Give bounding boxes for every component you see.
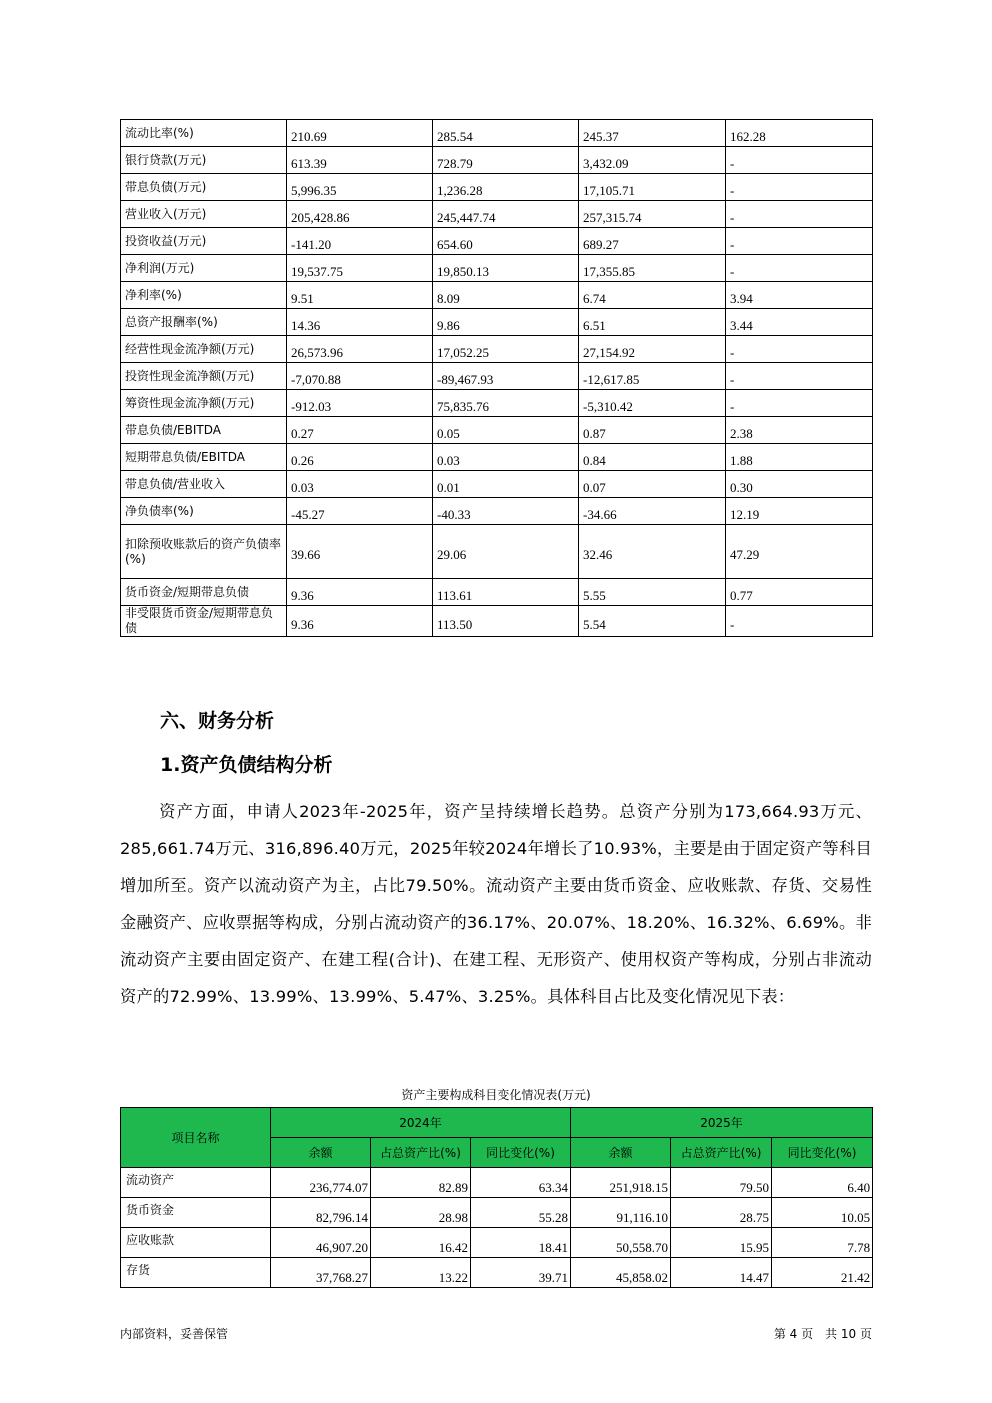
metric-value: -5,310.42 bbox=[579, 390, 726, 417]
metric-value: 5,996.35 bbox=[287, 174, 433, 201]
metric-label: 投资收益(万元) bbox=[121, 228, 287, 255]
metric-value: 75,835.76 bbox=[433, 390, 579, 417]
metric-value: - bbox=[726, 255, 873, 282]
metric-label: 带息负债/营业收入 bbox=[121, 471, 287, 498]
asset-name: 流动资产 bbox=[121, 1168, 271, 1198]
metric-label: 净负债率(%) bbox=[121, 498, 287, 525]
section-heading: 六、财务分析 bbox=[160, 710, 275, 732]
metric-value: 689.27 bbox=[579, 228, 726, 255]
metric-value: 5.54 bbox=[579, 606, 726, 637]
metric-value: - bbox=[726, 363, 873, 390]
metric-value: 2.38 bbox=[726, 417, 873, 444]
metric-value: 1,236.28 bbox=[433, 174, 579, 201]
table-row bbox=[121, 336, 873, 363]
share-2025: 79.50 bbox=[671, 1168, 772, 1198]
table-row bbox=[121, 282, 873, 309]
metric-value: - bbox=[726, 336, 873, 363]
metric-label: 经营性现金流净额(万元) bbox=[121, 336, 287, 363]
metric-value: -12,617.85 bbox=[579, 363, 726, 390]
table-row bbox=[121, 444, 873, 471]
asset-name: 货币资金 bbox=[121, 1198, 271, 1228]
metric-value: 285.54 bbox=[433, 120, 579, 147]
metric-value: 0.05 bbox=[433, 417, 579, 444]
metric-value: -40.33 bbox=[433, 498, 579, 525]
balance-2024: 37,768.27 bbox=[271, 1258, 371, 1288]
table-row bbox=[121, 201, 873, 228]
metric-label: 扣除预收账款后的资产负债率(%) bbox=[121, 525, 287, 579]
subheader-yoy: 同比变化(%) bbox=[772, 1138, 873, 1168]
metric-value: 17,105.71 bbox=[579, 174, 726, 201]
table-row bbox=[121, 498, 873, 525]
metric-value: 9.36 bbox=[287, 606, 433, 637]
assets-table-caption: 资产主要构成科目变化情况表(万元) bbox=[401, 1088, 591, 1102]
header-item-name: 项目名称 bbox=[121, 1108, 271, 1168]
metric-label: 短期带息负债/EBITDA bbox=[121, 444, 287, 471]
table-row bbox=[121, 1228, 873, 1258]
table-row bbox=[121, 471, 873, 498]
metric-label: 营业收入(万元) bbox=[121, 201, 287, 228]
analysis-paragraph: 资产方面，申请人2023年-2025年，资产呈持续增长趋势。总资产分别为173,664.93万元、285,661.74万元、316,896.40万元，2025年较2024年增长了10.93%，主要是由于固定资产等科目增加所至。资产以流动资产为主，占比79.50%。流动资产主要由货币资金、应收账款、存货、交易性金融资产、应收票据等构成，分别占流动资产的36.17%、20.07%、18.20%、16.32%、6.69%。非流动资产主要由固定资产、在建工程(合计)、在建工程、无形资产、使用权资产等构成，分别占非流动资产的72.99%、13.99%、13.99%、5.47%、3.25%。具体科目占比及变化情况见下表： bbox=[120, 802, 872, 1006]
metric-label: 带息负债(万元) bbox=[121, 174, 287, 201]
metric-value: 0.87 bbox=[579, 417, 726, 444]
metric-value: 9.36 bbox=[287, 579, 433, 606]
metric-value: -141.20 bbox=[287, 228, 433, 255]
metric-value: 0.03 bbox=[433, 444, 579, 471]
metric-value: 613.39 bbox=[287, 147, 433, 174]
table-row bbox=[121, 228, 873, 255]
metric-value: -45.27 bbox=[287, 498, 433, 525]
metric-label: 筹资性现金流净额(万元) bbox=[121, 390, 287, 417]
metric-label: 银行贷款(万元) bbox=[121, 147, 287, 174]
metric-label: 净利润(万元) bbox=[121, 255, 287, 282]
yoy-2025: 10.05 bbox=[772, 1198, 873, 1228]
share-2025: 14.47 bbox=[671, 1258, 772, 1288]
metric-value: -34.66 bbox=[579, 498, 726, 525]
table-row bbox=[121, 390, 873, 417]
table-row bbox=[121, 417, 873, 444]
metric-value: 6.74 bbox=[579, 282, 726, 309]
metric-value: 245.37 bbox=[579, 120, 726, 147]
yoy-2025: 6.40 bbox=[772, 1168, 873, 1198]
metric-value: 17,355.85 bbox=[579, 255, 726, 282]
metric-value: 32.46 bbox=[579, 525, 726, 579]
subheader-balance: 余额 bbox=[571, 1138, 671, 1168]
metric-value: 0.77 bbox=[726, 579, 873, 606]
metric-value: 19,850.13 bbox=[433, 255, 579, 282]
metric-value: 113.61 bbox=[433, 579, 579, 606]
yoy-2024: 18.41 bbox=[471, 1228, 571, 1258]
metric-value: - bbox=[726, 390, 873, 417]
share-2024: 28.98 bbox=[371, 1198, 471, 1228]
table-row bbox=[121, 363, 873, 390]
metric-label: 投资性现金流净额(万元) bbox=[121, 363, 287, 390]
metric-value: 0.03 bbox=[287, 471, 433, 498]
balance-2025: 45,858.02 bbox=[571, 1258, 671, 1288]
share-2024: 13.22 bbox=[371, 1258, 471, 1288]
metric-value: 245,447.74 bbox=[433, 201, 579, 228]
metric-value: 6.51 bbox=[579, 309, 726, 336]
subheader-share: 占总资产比(%) bbox=[671, 1138, 772, 1168]
balance-2025: 50,558.70 bbox=[571, 1228, 671, 1258]
metric-value: 27,154.92 bbox=[579, 336, 726, 363]
asset-name: 应收账款 bbox=[121, 1228, 271, 1258]
metric-value: 9.86 bbox=[433, 309, 579, 336]
metric-label: 流动比率(%) bbox=[121, 120, 287, 147]
metric-value: 17,052.25 bbox=[433, 336, 579, 363]
metric-value: - bbox=[726, 201, 873, 228]
metric-value: 8.09 bbox=[433, 282, 579, 309]
balance-2024: 82,796.14 bbox=[271, 1198, 371, 1228]
table-row bbox=[121, 174, 873, 201]
metric-value: - bbox=[726, 147, 873, 174]
metric-value: 0.07 bbox=[579, 471, 726, 498]
metric-label: 净利率(%) bbox=[121, 282, 287, 309]
share-2024: 82.89 bbox=[371, 1168, 471, 1198]
share-2025: 15.95 bbox=[671, 1228, 772, 1258]
financial-metrics-table bbox=[120, 119, 873, 637]
table-row bbox=[121, 1258, 873, 1288]
metric-label: 非受限货币资金/短期带息负债 bbox=[121, 606, 287, 637]
table-row bbox=[121, 120, 873, 147]
asset-name: 存货 bbox=[121, 1258, 271, 1288]
subheader-balance: 余额 bbox=[271, 1138, 371, 1168]
metric-value: 3,432.09 bbox=[579, 147, 726, 174]
metric-value: 205,428.86 bbox=[287, 201, 433, 228]
subheader-share: 占总资产比(%) bbox=[371, 1138, 471, 1168]
metric-label: 总资产报酬率(%) bbox=[121, 309, 287, 336]
table-row bbox=[121, 309, 873, 336]
metric-value: 12.19 bbox=[726, 498, 873, 525]
metric-value: 113.50 bbox=[433, 606, 579, 637]
metric-value: 3.94 bbox=[726, 282, 873, 309]
metric-value: 0.84 bbox=[579, 444, 726, 471]
metric-value: 728.79 bbox=[433, 147, 579, 174]
metric-value: - bbox=[726, 606, 873, 637]
balance-2025: 91,116.10 bbox=[571, 1198, 671, 1228]
table-row bbox=[121, 1168, 873, 1198]
metric-value: 0.27 bbox=[287, 417, 433, 444]
assets-composition-table bbox=[120, 1107, 873, 1288]
yoy-2025: 7.78 bbox=[772, 1228, 873, 1258]
metric-value: 14.36 bbox=[287, 309, 433, 336]
share-2024: 16.42 bbox=[371, 1228, 471, 1258]
metric-value: 47.29 bbox=[726, 525, 873, 579]
header-year-2024: 2024年 bbox=[271, 1108, 571, 1138]
metric-value: -89,467.93 bbox=[433, 363, 579, 390]
metric-value: 19,537.75 bbox=[287, 255, 433, 282]
metric-value: - bbox=[726, 174, 873, 201]
metric-value: 29.06 bbox=[433, 525, 579, 579]
balance-2024: 46,907.20 bbox=[271, 1228, 371, 1258]
metric-value: -7,070.88 bbox=[287, 363, 433, 390]
yoy-2025: 21.42 bbox=[772, 1258, 873, 1288]
metric-value: 0.26 bbox=[287, 444, 433, 471]
metric-value: 39.66 bbox=[287, 525, 433, 579]
section-subheading: 1.资产负债结构分析 bbox=[160, 754, 333, 776]
table-row bbox=[121, 147, 873, 174]
metric-value: -912.03 bbox=[287, 390, 433, 417]
share-2025: 28.75 bbox=[671, 1198, 772, 1228]
metric-value: 9.51 bbox=[287, 282, 433, 309]
yoy-2024: 63.34 bbox=[471, 1168, 571, 1198]
table-row bbox=[121, 255, 873, 282]
metric-value: 3.44 bbox=[726, 309, 873, 336]
footer-page-number: 第 4 页 共 10 页 bbox=[773, 1327, 872, 1341]
balance-2025: 251,918.15 bbox=[571, 1168, 671, 1198]
metric-value: 162.28 bbox=[726, 120, 873, 147]
footer-confidential-note: 内部资料，妥善保管 bbox=[120, 1327, 229, 1341]
metric-value: 257,315.74 bbox=[579, 201, 726, 228]
header-year-2025: 2025年 bbox=[571, 1108, 873, 1138]
yoy-2024: 39.71 bbox=[471, 1258, 571, 1288]
metric-label: 带息负债/EBITDA bbox=[121, 417, 287, 444]
metric-value: 26,573.96 bbox=[287, 336, 433, 363]
table-row bbox=[121, 1198, 873, 1228]
metric-value: 0.01 bbox=[433, 471, 579, 498]
metric-value: 0.30 bbox=[726, 471, 873, 498]
balance-2024: 236,774.07 bbox=[271, 1168, 371, 1198]
metric-value: - bbox=[726, 228, 873, 255]
table-row bbox=[121, 606, 873, 637]
yoy-2024: 55.28 bbox=[471, 1198, 571, 1228]
metric-value: 654.60 bbox=[433, 228, 579, 255]
metric-value: 1.88 bbox=[726, 444, 873, 471]
table-row bbox=[121, 525, 873, 579]
subheader-yoy: 同比变化(%) bbox=[471, 1138, 571, 1168]
metric-value: 210.69 bbox=[287, 120, 433, 147]
metric-value: 5.55 bbox=[579, 579, 726, 606]
metric-label: 货币资金/短期带息负债 bbox=[121, 579, 287, 606]
table-row bbox=[121, 579, 873, 606]
